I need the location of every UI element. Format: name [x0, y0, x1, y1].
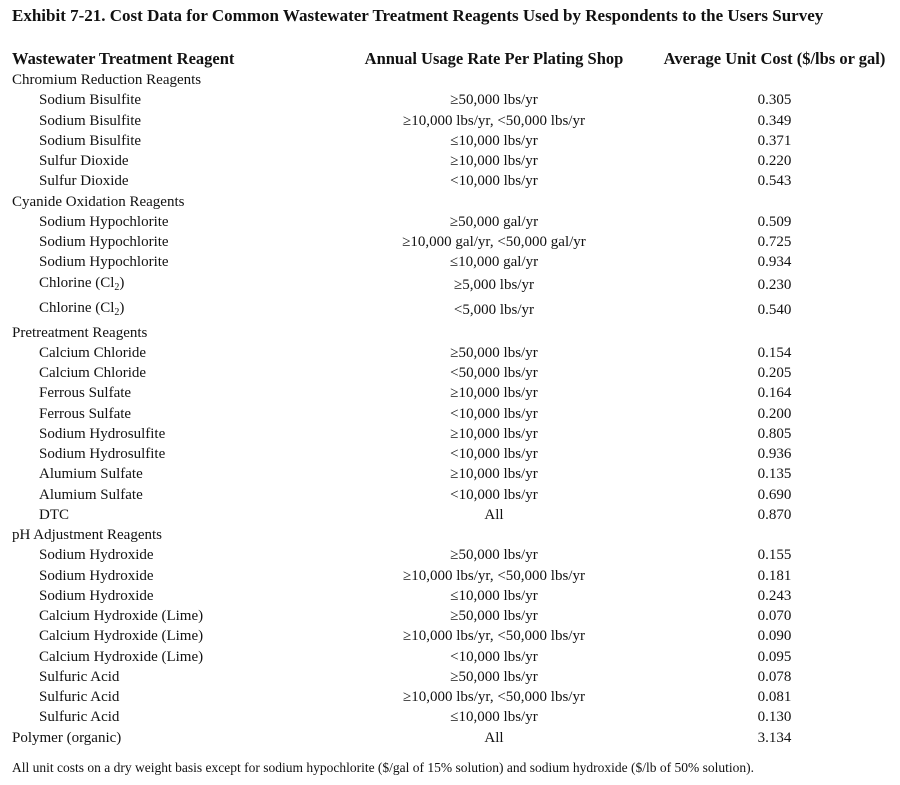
table-body	[0, 70, 900, 748]
category-label: pH Adjustment Reagents	[12, 527, 162, 544]
reagent-name: Sulfur Dioxide	[39, 153, 129, 170]
category-row	[0, 323, 900, 343]
reagent-name: Alumium Sulfate	[39, 466, 143, 483]
reagent-name: Sodium Hydroxide	[39, 567, 154, 584]
unit-cost: 3.134	[757, 729, 792, 746]
usage-rate: ≥50,000 lbs/yr	[450, 668, 538, 685]
unit-cost: 0.220	[757, 153, 792, 170]
table-row	[0, 212, 900, 232]
reagent-name: Sodium Hydrosulfite	[39, 446, 166, 463]
usage-rate: ≤10,000 gal/yr	[449, 254, 539, 271]
unit-cost: 0.081	[757, 689, 792, 706]
table-row	[0, 252, 900, 272]
unit-cost: 0.135	[757, 466, 792, 483]
reagent-name: Sodium Bisulfite	[39, 92, 142, 109]
reagent-name-suffix: )	[119, 274, 125, 291]
reagent-name: Calcium Hydroxide (Lime)	[39, 628, 204, 645]
unit-cost: 0.870	[757, 506, 792, 523]
unit-cost: 0.509	[757, 213, 792, 230]
reagent-name: Sulfuric Acid	[39, 668, 120, 685]
reagent-name: Calcium Chloride	[39, 344, 147, 361]
unit-cost: 0.936	[757, 446, 792, 463]
unit-cost: 0.205	[757, 365, 792, 382]
unit-cost: 0.371	[757, 132, 792, 149]
category-label: Pretreatment Reagents	[12, 324, 148, 341]
usage-rate: ≥10,000 gal/yr, <50,000 gal/yr	[402, 234, 586, 251]
reagent-name: Sulfur Dioxide	[39, 173, 129, 190]
unit-cost: 0.155	[757, 547, 792, 564]
table-row	[0, 647, 900, 667]
table-row	[0, 151, 900, 171]
reagent-name: Alumium Sulfate	[39, 486, 143, 503]
table-row	[0, 298, 900, 323]
unit-cost: 0.090	[757, 628, 792, 645]
category-label: Cyanide Oxidation Reagents	[12, 193, 185, 210]
table-row	[0, 728, 900, 748]
reagent-name: Sodium Hydroxide	[39, 587, 154, 604]
usage-rate: <10,000 lbs/yr	[450, 405, 538, 422]
table-row	[0, 404, 900, 424]
table-row	[0, 485, 900, 505]
unit-cost: 0.934	[757, 254, 792, 271]
reagent-name	[0, 298, 339, 323]
unit-cost: 0.095	[757, 648, 792, 665]
usage-rate: <10,000 lbs/yr	[450, 446, 538, 463]
usage-rate: All	[484, 729, 504, 746]
usage-rate: <50,000 lbs/yr	[450, 365, 538, 382]
usage-rate: ≥10,000 lbs/yr, <50,000 lbs/yr	[403, 689, 585, 706]
reagent-name-text: Chlorine (Cl	[39, 274, 115, 291]
reagent-name-text: Chlorine (Cl	[39, 299, 115, 316]
usage-rate: All	[484, 506, 504, 523]
table-row	[0, 232, 900, 252]
reagent-name: Polymer (organic)	[12, 729, 122, 746]
usage-rate: ≥10,000 lbs/yr, <50,000 lbs/yr	[403, 567, 585, 584]
page-title: Exhibit 7-21. Cost Data for Common Wastewater Treatment Reagents Used by Respondents to the Users Survey	[12, 6, 824, 25]
usage-rate: ≥50,000 lbs/yr	[450, 92, 538, 109]
usage-rate: ≥50,000 lbs/yr	[450, 547, 538, 564]
table-row	[0, 383, 900, 403]
subscript: 2	[114, 281, 120, 293]
usage-rate: ≥5,000 lbs/yr	[454, 277, 534, 293]
usage-rate: ≤10,000 lbs/yr	[450, 587, 538, 604]
usage-rate: ≥10,000 lbs/yr	[450, 153, 538, 170]
unit-cost: 0.305	[757, 92, 792, 109]
table-row	[0, 687, 900, 707]
unit-cost: 0.181	[757, 567, 792, 584]
reagent-name: Sulfuric Acid	[39, 689, 120, 706]
reagent-cost-table	[0, 48, 900, 748]
column-header-usage: Annual Usage Rate Per Plating Shop	[364, 49, 624, 68]
unit-cost: 0.543	[757, 173, 792, 190]
category-label: Chromium Reduction Reagents	[12, 72, 202, 89]
reagent-name: Sodium Bisulfite	[39, 112, 142, 129]
category-row	[0, 192, 900, 212]
unit-cost: 0.690	[757, 486, 792, 503]
table-row	[0, 586, 900, 606]
unit-cost: 0.725	[757, 234, 792, 251]
reagent-name: Ferrous Sulfate	[39, 385, 132, 402]
reagent-name: Sodium Hydrosulfite	[39, 425, 166, 442]
reagent-name: Sodium Bisulfite	[39, 132, 142, 149]
unit-cost: 0.164	[757, 385, 792, 402]
usage-rate: <10,000 lbs/yr	[450, 173, 538, 190]
unit-cost: 0.349	[757, 112, 792, 129]
table-row	[0, 566, 900, 586]
table-row	[0, 363, 900, 383]
usage-rate: ≥10,000 lbs/yr	[450, 425, 538, 442]
reagent-name: Sodium Hydroxide	[39, 547, 154, 564]
reagent-name: Calcium Hydroxide (Lime)	[39, 608, 204, 625]
column-header-reagent: Wastewater Treatment Reagent	[12, 49, 235, 68]
column-header-cost: Average Unit Cost ($/lbs or gal)	[663, 49, 886, 68]
table-row	[0, 131, 900, 151]
table-row	[0, 707, 900, 727]
table-row	[0, 273, 900, 298]
subscript: 2	[114, 306, 120, 318]
unit-cost: 0.154	[757, 344, 792, 361]
usage-rate: ≥10,000 lbs/yr	[450, 385, 538, 402]
table-row	[0, 90, 900, 110]
reagent-name: Ferrous Sulfate	[39, 405, 132, 422]
table-row	[0, 505, 900, 525]
unit-cost: 0.070	[757, 608, 792, 625]
usage-rate: ≤10,000 lbs/yr	[450, 132, 538, 149]
usage-rate: ≥10,000 lbs/yr, <50,000 lbs/yr	[403, 112, 585, 129]
reagent-name: Sulfuric Acid	[39, 709, 120, 726]
reagent-name: Calcium Chloride	[39, 365, 147, 382]
reagent-name: Sodium Hypochlorite	[39, 254, 169, 271]
unit-cost: 0.540	[757, 302, 792, 318]
table-row	[0, 424, 900, 444]
reagent-name-suffix: )	[119, 299, 125, 316]
usage-rate: ≥10,000 lbs/yr, <50,000 lbs/yr	[403, 628, 585, 645]
unit-cost: 0.200	[757, 405, 792, 422]
table-row	[0, 667, 900, 687]
unit-cost: 0.805	[757, 425, 792, 442]
footnote: All unit costs on a dry weight basis except for sodium hypochlorite ($/gal of 15% solution) and sodium hydroxide ($/lb of 50% solution).	[12, 760, 755, 775]
reagent-name: DTC	[39, 506, 69, 523]
table-row	[0, 111, 900, 131]
table-header-row	[0, 48, 900, 70]
reagent-name: Sodium Hypochlorite	[39, 234, 169, 251]
reagent-name	[0, 273, 339, 298]
unit-cost: 0.243	[757, 587, 792, 604]
usage-rate: <10,000 lbs/yr	[450, 486, 538, 503]
table-row	[0, 444, 900, 464]
unit-cost: 0.130	[757, 709, 792, 726]
usage-rate: ≥50,000 lbs/yr	[450, 608, 538, 625]
unit-cost: 0.078	[757, 668, 792, 685]
unit-cost: 0.230	[757, 277, 792, 293]
usage-rate: <10,000 lbs/yr	[450, 648, 538, 665]
category-row	[0, 525, 900, 545]
usage-rate: ≤10,000 lbs/yr	[450, 709, 538, 726]
table-row	[0, 464, 900, 484]
table-row	[0, 171, 900, 191]
table-row	[0, 626, 900, 646]
usage-rate: <5,000 lbs/yr	[453, 302, 535, 318]
usage-rate: ≥50,000 gal/yr	[449, 213, 539, 230]
category-row	[0, 70, 900, 90]
reagent-name: Calcium Hydroxide (Lime)	[39, 648, 204, 665]
usage-rate: ≥10,000 lbs/yr	[450, 466, 538, 483]
table-row	[0, 545, 900, 565]
usage-rate: ≥50,000 lbs/yr	[450, 344, 538, 361]
table-row	[0, 606, 900, 626]
table-row	[0, 343, 900, 363]
reagent-name: Sodium Hypochlorite	[39, 213, 169, 230]
